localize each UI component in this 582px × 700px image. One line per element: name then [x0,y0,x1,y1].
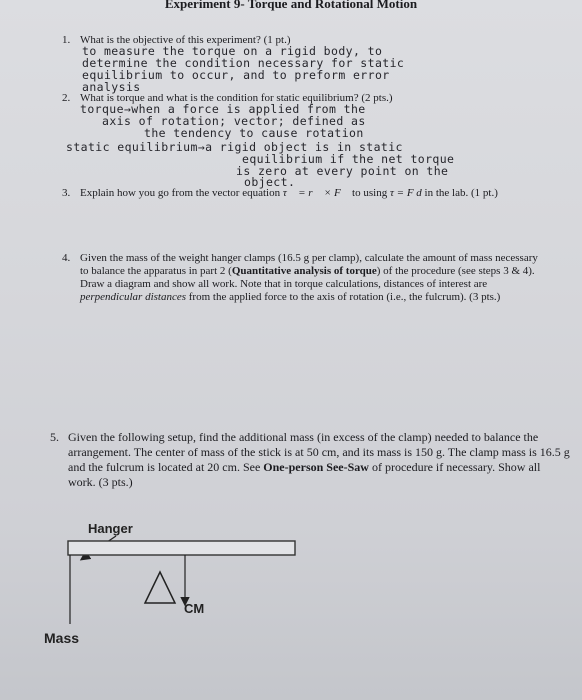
answer-line: to measure the torque on a rigid body, to [82,44,383,58]
fulcrum-triangle [145,572,175,603]
answer-line: the tendency to cause rotation [144,126,364,140]
question-points: (2 pts.) [361,92,393,104]
meter-stick [68,541,295,555]
question-number: 1. [62,34,71,46]
question-prompt: What is the objective of this experiment? [80,34,261,46]
question-emphasis: Quantitative analysis of torque [231,265,377,277]
page-title: Experiment 9- Torque and Rotational Motion [164,0,418,11]
scalar-equation: τ = F d [389,187,422,199]
vector-equation: τ⃗ = r⃗ × F⃗ [282,187,350,199]
question-number: 5. [50,430,59,444]
question-text-tail: in the lab. [424,187,469,199]
answer-line: object. [244,175,296,189]
answer-line: determine the condition necessary for static [82,56,405,70]
question-points: (1 pt.) [263,34,291,46]
answer-line: static equilibrium→a rigid object is in static [66,140,403,154]
question-emphasis-italic: perpendicular distances [80,291,187,303]
question-text: from the applied force to the axis of rotation (i.e., the fulcrum). [186,291,467,303]
answer-line: axis of rotation; vector; defined as [102,114,366,128]
question-number: 3. [62,187,71,199]
question-text-mid: to using [352,187,388,199]
answer-line: torque→when a force is applied from the [80,102,366,116]
cm-label: CM [184,601,205,616]
question-text: of procedure if necessary. Show all work. [68,460,541,489]
question-text: Given the mass of the weight hanger clamps (16.5 g per clamp), calculate the amount of mass necessary to balance the apparatus in part 2 ( [80,252,538,277]
answer-line: is zero at every point on the [236,164,449,178]
answer-line: analysis [82,80,141,94]
question-text: Given the following setup, find the additional mass (in excess of the clamp) needed to balance the arrangement. The center of mass of the stick is at 50 cm, and its mass is 150 g. The clamp mass is 16.5 g and the fulcrum is located at 20 cm. See [68,430,570,474]
mass-label: Mass [44,630,80,646]
question-points: (1 pt.) [470,187,498,199]
question-points: (3 pts.) [469,291,501,303]
hanger-label: Hanger [88,521,133,536]
question-emphasis: One-person See-Saw [263,460,369,474]
question-prompt: What is torque and what is the condition for static equilibrium? [80,92,359,104]
question-text: ) of the procedure (see steps 3 & 4). Draw a diagram and show all work. Note that in torque calculations, distances of interest are [80,265,535,290]
question-points: (3 pts.) [98,475,133,489]
answer-line: equilibrium if the net torque [242,152,455,166]
question-prompt: Explain how you go from the vector equation [80,187,281,199]
question-number: 2. [62,92,71,104]
answer-line: equilibrium to occur, and to preform error [82,68,390,82]
question-number: 4. [62,252,71,264]
